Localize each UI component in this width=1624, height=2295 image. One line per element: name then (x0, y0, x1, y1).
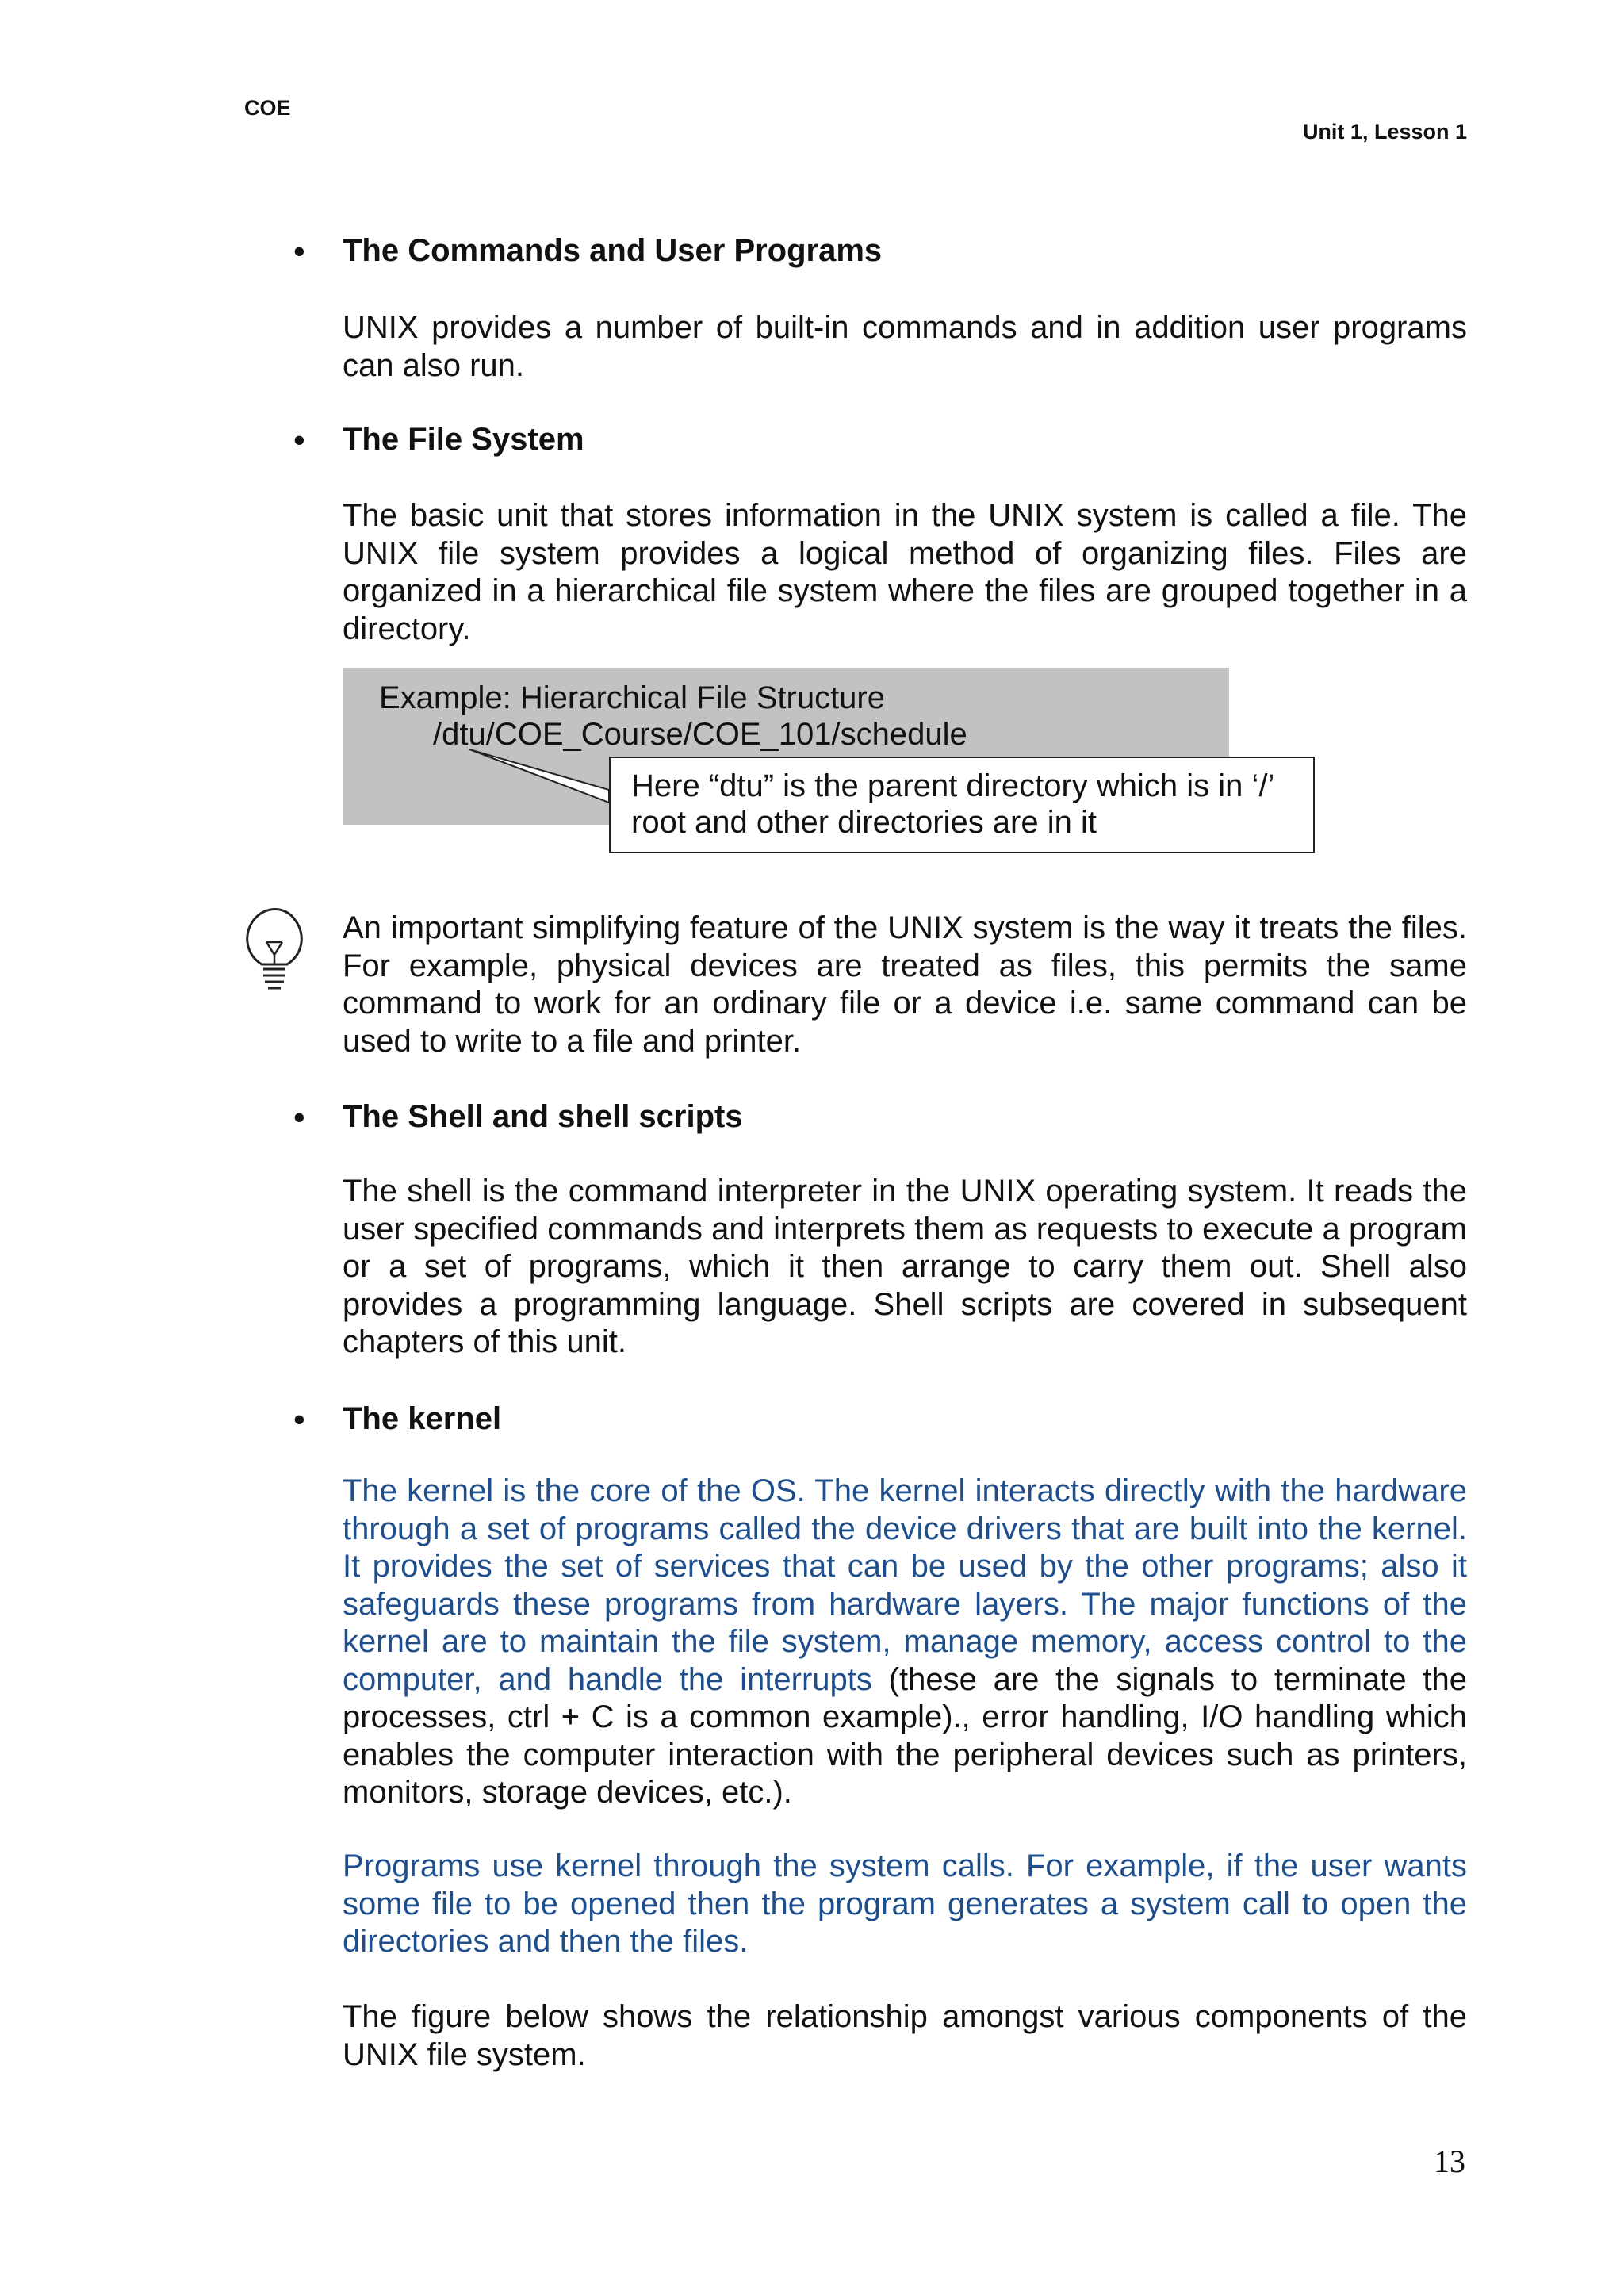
example-title: Example: Hierarchical File Structure (379, 680, 885, 715)
para-shell: The shell is the command interpreter in the UNIX operating system. It reads the user specified commands and interprets them as requests to execute a program or a set of programs, which it then arrange to carry them out. Shell also provides a programming language. Shell scripts are covered in subsequent chapters of this unit. (343, 1174, 1467, 1359)
lightbulb-icon (238, 902, 311, 998)
para-figure-intro: The figure below shows the relationship amongst various components of the UNIX file system. (343, 1999, 1467, 2072)
para-commands: UNIX provides a number of built-in commands and in addition user programs can also run. (343, 310, 1467, 383)
header-course: COE (244, 96, 291, 120)
callout-box: Here “dtu” is the parent directory which is in ‘/’ root and other directories are in it (609, 757, 1315, 853)
callout-pointer (0, 0, 1624, 872)
kernel-text-black: (these are the signals to terminate the processes, ctrl + C is a common example)., error handling, I/O handling which enables the computer interaction with the peripheral devices such as printers, monitors, storage devices, etc.). (343, 1661, 1468, 1810)
para-syscalls: Programs use kernel through the system calls. For example, if the user wants some file to be opened then the program generates a system call to open the directories and then the files. (343, 1849, 1467, 1959)
heading-commands: The Commands and User Programs (343, 233, 883, 268)
para-kernel (343, 1473, 1467, 1812)
bullet-filesystem: • (293, 421, 305, 458)
para-filesystem: The basic unit that stores information in the UNIX system is called a file. The UNIX file system provides a logical method of organizing files. Files are organized in a hierarchical file system where the files are grouped together in a directory. (343, 498, 1467, 646)
kernel-text-blue: The kernel is the core of the OS. The kernel interacts directly with the hardware through a set of programs called the device drivers that are built into the kernel. It provides the set of services that can be used by the other programs; also it safeguards these programs from hardware layers. The major functions of the kernel are to maintain the file system, manage memory, access control to the computer, and handle the interrupts (343, 1473, 1467, 1697)
heading-kernel: The kernel (343, 1401, 502, 1436)
bullet-commands: • (293, 232, 305, 270)
header-unit-lesson: Unit 1, Lesson 1 (1302, 120, 1467, 144)
page-number: 13 (1434, 2144, 1465, 2179)
bullet-kernel: • (293, 1400, 305, 1438)
heading-filesystem: The File System (343, 422, 584, 457)
example-path: /dtu/COE_Course/COE_101/schedule (433, 717, 967, 752)
bullet-shell: • (293, 1098, 305, 1136)
heading-shell: The Shell and shell scripts (343, 1099, 743, 1134)
para-note: An important simplifying feature of the UNIX system is the way it treats the files. For example, physical devices are treated as files, this permits the same command to work for an ordinary file or a device i.e. same command can be used to write to a file and printer. (343, 910, 1467, 1059)
